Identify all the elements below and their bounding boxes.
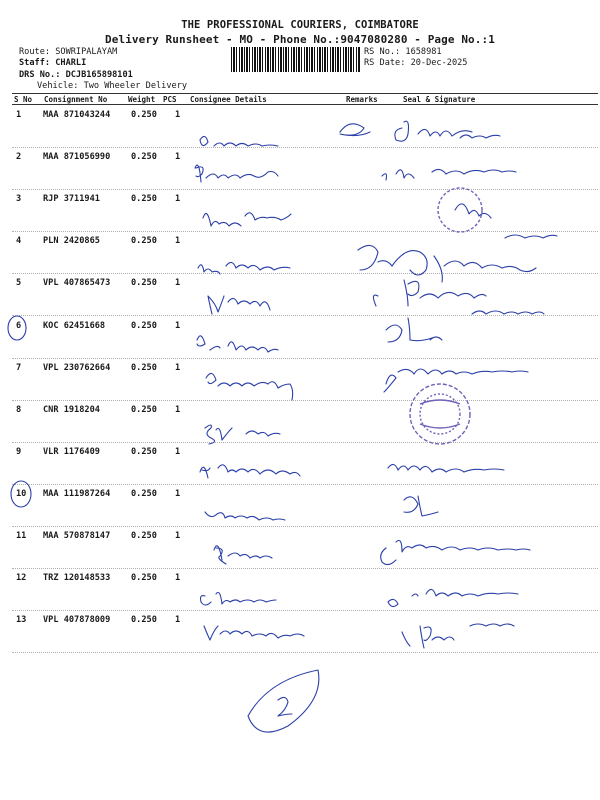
row-pcs: 1	[175, 446, 181, 457]
handwriting-consignee-13	[204, 626, 304, 640]
row-weight: 0.250	[131, 404, 157, 415]
row-sno: 8	[16, 404, 22, 415]
row-weight: 0.250	[131, 615, 157, 626]
signature-10	[404, 496, 438, 516]
row-weight: 0.250	[131, 320, 157, 331]
row-consignment-number: PLN 2420865	[43, 236, 100, 247]
signature-5	[373, 280, 544, 314]
row-pcs: 1	[175, 194, 181, 205]
row-sno: 2	[16, 152, 22, 163]
signature-9	[388, 464, 504, 472]
col-weight: Weight	[128, 95, 156, 104]
row-weight: 0.250	[131, 488, 157, 499]
stamp-group	[410, 188, 482, 444]
row-consignment-number: MAA 871043244	[43, 110, 111, 120]
row-pcs: 1	[175, 236, 181, 247]
handwriting-consignee-8	[205, 425, 280, 444]
stamp-seal-middle	[410, 384, 470, 444]
circled-2-mark	[248, 670, 319, 732]
row-pcs: 1	[175, 573, 181, 584]
row-sno: 13	[16, 615, 27, 626]
row-pcs: 1	[175, 531, 181, 541]
staff-text: Staff: CHARLI	[19, 58, 87, 68]
row-pcs: 1	[175, 362, 181, 373]
circle-mark-10	[11, 481, 31, 507]
row-sno: 4	[16, 236, 22, 247]
row-pcs: 1	[175, 615, 181, 626]
row-consignment-number: RJP 3711941	[43, 194, 100, 205]
row-consignment-number: KOC 62451668	[43, 320, 106, 331]
handwriting-consignee-3	[203, 213, 291, 226]
row-weight: 0.250	[131, 446, 157, 457]
row-pcs: 1	[175, 278, 181, 289]
stamp-seal-top	[438, 188, 482, 232]
rs-date: RS Date: 20-Dec-2025	[364, 58, 468, 68]
row-consignment-number: VLR 1176409	[43, 446, 100, 457]
row-weight: 0.250	[131, 573, 157, 584]
handwriting-consignee-6	[197, 336, 278, 352]
col-remarks: Remarks	[346, 95, 378, 104]
row-consignment-number: VPL 407878009	[43, 615, 111, 626]
row-weight: 0.250	[131, 152, 157, 163]
row-consignment-number: MAA 111987264	[43, 488, 111, 499]
row-sno: 3	[16, 194, 22, 205]
signature-6	[386, 318, 442, 342]
row-weight: 0.250	[131, 236, 157, 247]
row-sno: 5	[16, 278, 22, 289]
route-text: Route: SOWRIPALAYAM	[19, 47, 118, 57]
row-sno: 6	[16, 320, 22, 331]
row-weight: 0.250	[131, 194, 157, 205]
handwriting-consignee-12	[201, 592, 277, 605]
company-title: THE PROFESSIONAL COURIERS, COIMBATORE	[181, 19, 419, 31]
row-pcs: 1	[175, 110, 181, 120]
signature-12	[388, 589, 518, 606]
row-weight: 0.250	[131, 278, 157, 289]
handwriting-consignee-1	[200, 136, 278, 146]
col-consignee: Consignee Details	[190, 95, 267, 104]
row-sno: 10	[16, 488, 27, 499]
row-consignment-number: MAA 871056990	[43, 152, 111, 163]
runsheet-subtitle: Delivery Runsheet - MO - Phone No.:9047080280 - Page No.:1	[105, 33, 495, 46]
vehicle-text: Vehicle: Two Wheeler Delivery	[37, 81, 188, 91]
handwriting-consignee-7	[206, 373, 293, 400]
handwriting-consignee-4	[198, 262, 290, 274]
row-sno: 9	[16, 446, 22, 457]
col-seal-signature: Seal & Signature	[403, 95, 476, 104]
col-consignment: Consignment No	[44, 95, 108, 104]
col-sno: S No	[14, 95, 33, 104]
row-consignment-number: TRZ 120148533	[43, 573, 111, 584]
row-weight: 0.250	[131, 362, 157, 373]
row-sno: 7	[16, 362, 22, 373]
col-pcs: PCS	[163, 95, 177, 104]
handwriting-consignee-9	[200, 465, 300, 478]
row-pcs: 1	[175, 152, 181, 163]
signature-4	[358, 235, 557, 282]
handwriting-consignee-11	[214, 546, 272, 564]
row-consignment-number: MAA 570878147	[43, 531, 111, 541]
signature-3	[455, 204, 491, 218]
row-weight: 0.250	[131, 110, 157, 120]
rs-number: RS No.: 1658981	[364, 47, 442, 57]
signature-13	[402, 624, 514, 648]
row-weight: 0.250	[131, 531, 157, 541]
row-pcs: 1	[175, 404, 181, 415]
row-consignment-number: VPL 407865473	[43, 278, 111, 289]
row-consignment-number: CNR 1918204	[43, 404, 100, 415]
row-sno: 11	[16, 531, 27, 541]
handwriting-consignee-5	[208, 296, 270, 314]
signature-1	[340, 121, 500, 141]
circle-mark-6	[8, 316, 26, 340]
signature-11	[381, 540, 530, 564]
handwriting-consignee-2	[195, 165, 278, 182]
signature-2	[382, 169, 516, 180]
row-consignment-number: VPL 230762664	[43, 362, 111, 373]
row-sno: 1	[16, 110, 22, 120]
handwriting-consignee-10	[205, 512, 285, 520]
row-pcs: 1	[175, 320, 181, 331]
row-pcs: 1	[175, 488, 181, 499]
row-sno: 12	[16, 573, 27, 584]
drs-number: DRS No.: DCJB165898101	[19, 70, 133, 80]
